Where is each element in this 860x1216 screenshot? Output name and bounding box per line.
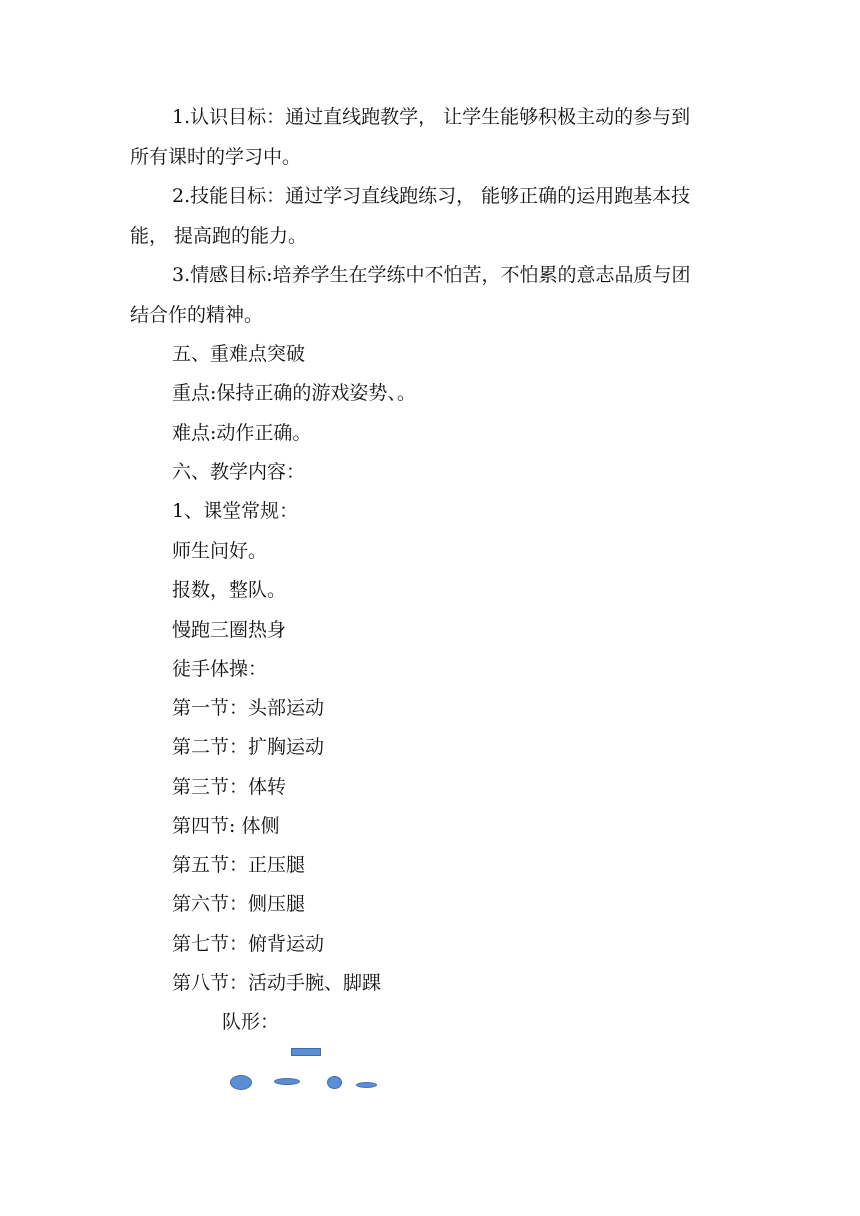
difficulty-point: 难点:动作正确。 bbox=[172, 422, 312, 444]
exercise-item: 第八节：活动手腕、脚踝 bbox=[172, 972, 382, 994]
exercise-item: 第五节：正压腿 bbox=[172, 854, 306, 876]
routine-item: 师生问好。 bbox=[172, 540, 268, 562]
formation-label: 队形： bbox=[222, 1011, 280, 1033]
section-6-heading: 六、教学内容： bbox=[172, 461, 306, 483]
student-marker-ellipse bbox=[327, 1076, 342, 1089]
routine-item: 徒手体操： bbox=[172, 658, 268, 680]
objective-3-line-1: 3.情感目标:培养学生在学练中不怕苦，不怕累的意志品质与团 bbox=[172, 264, 691, 286]
routine-item: 报数，整队。 bbox=[172, 579, 287, 601]
objective-1-line-1: 1.认识目标：通过直线跑教学， 让学生能够积极主动的参与到 bbox=[172, 106, 691, 128]
key-point: 重点:保持正确的游戏姿势、。 bbox=[172, 382, 416, 404]
exercise-item: 第七节：俯背运动 bbox=[172, 933, 325, 955]
objective-3-line-2: 结合作的精神。 bbox=[130, 304, 264, 326]
student-marker-ellipse bbox=[356, 1082, 377, 1088]
teacher-marker-rect bbox=[291, 1048, 321, 1056]
section-5-heading: 五、重难点突破 bbox=[172, 343, 306, 365]
student-marker-ellipse bbox=[274, 1078, 300, 1085]
exercise-item: 第一节：头部运动 bbox=[172, 697, 325, 719]
routine-item: 慢跑三圈热身 bbox=[172, 619, 287, 641]
objective-2-line-2: 能， 提高跑的能力。 bbox=[130, 225, 308, 247]
exercise-item: 第三节：体转 bbox=[172, 776, 287, 798]
objective-2-line-1: 2.技能目标：通过学习直线跑练习， 能够正确的运用跑基本技 bbox=[172, 185, 691, 207]
exercise-item: 第二节：扩胸运动 bbox=[172, 736, 325, 758]
objective-1-line-2: 所有课时的学习中。 bbox=[130, 146, 302, 168]
classroom-routine-heading: 1、课堂常规： bbox=[172, 500, 299, 522]
student-marker-ellipse bbox=[230, 1075, 252, 1090]
exercise-item: 第六节：侧压腿 bbox=[172, 893, 306, 915]
exercise-item: 第四节: 体侧 bbox=[172, 815, 280, 837]
